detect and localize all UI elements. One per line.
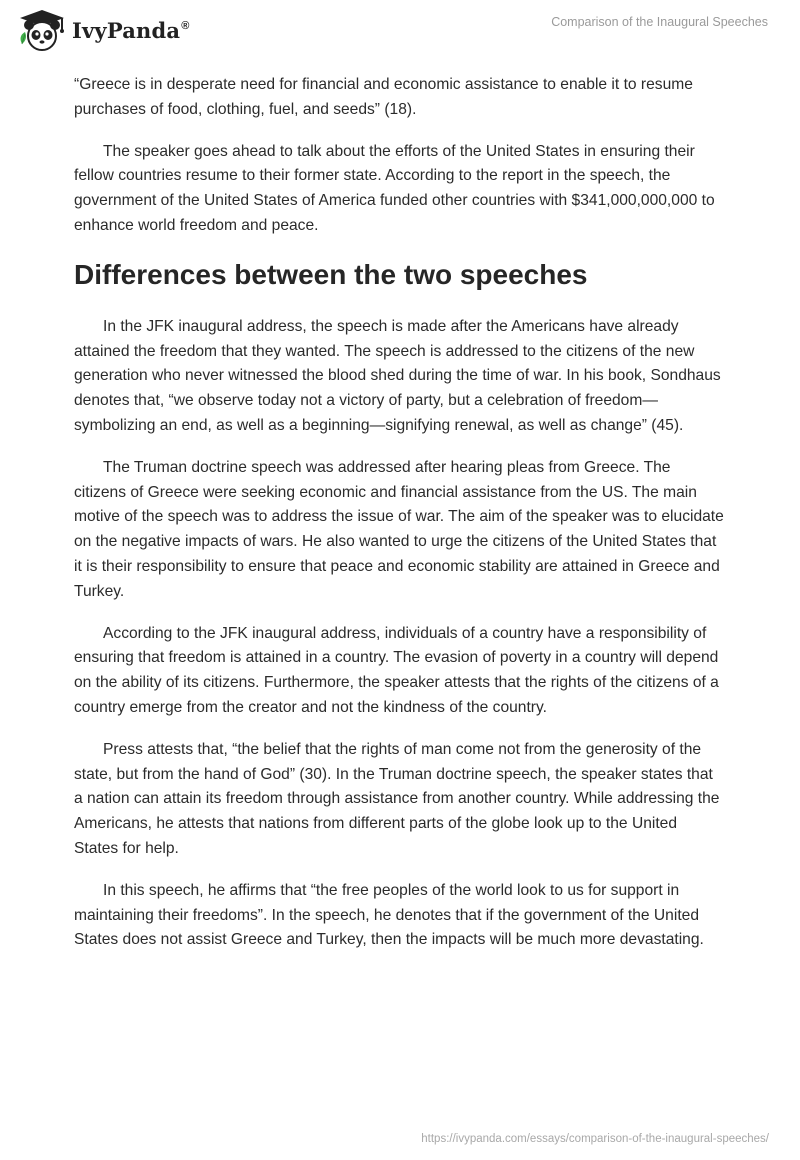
paragraph-truman-doctrine: The Truman doctrine speech was addressed after hearing pleas from Greece. The citizens of Greece were seeking economic and financial assistance from the US. The main motive of the speech was to address the issue of war. The aim of the speaker was to elucidate on the negative impacts of wars. He also wanted to urge the citizens of the United States that it is their responsibility to ensure that peace and economic stability are attained in Greece and Turkey. [74,458,724,600]
paragraph-us-efforts: The speaker goes ahead to talk about the efforts of the United States in ensuring their fellow countries resume to their former state. According to the report in the speech, the government of the United States of America funded other countries with $341,000,000,000 to enhance world freedom and peace. [74,142,715,234]
paragraph-quote-greece: “Greece is in desperate need for financial and economic assistance to enable it to resume purchases of food, clothing, fuel, and seeds” (18). [74,76,693,118]
page-header [0,0,800,60]
brand-text: IvyPanda [72,17,181,43]
ivypanda-logo[interactable] [16,8,190,52]
essay-content [74,73,724,970]
panda-mascot-icon [16,8,68,52]
document-title: Comparison of the Inaugural Speeches [551,15,768,29]
source-url-link[interactable]: https://ivypanda.com/essays/comparison-of-the-inaugural-speeches/ [421,1133,769,1145]
registered-mark: ® [181,19,190,32]
brand-name [72,18,190,43]
paragraph-jfk-address: In the JFK inaugural address, the speech is made after the Americans have already attained the freedom that they wanted. The speech is addressed to the citizens of the new generation who never witnessed the blood shed during the time of war. In his book, Sondhaus denotes that, “we observe today not a victory of party, but a celebration of freedom—symbolizing an end, as well as a beginning—signifying renewal, as well as change” (45). [74,317,721,434]
section-heading: Differences between the two speeches [74,258,588,290]
paragraph-free-peoples: In this speech, he affirms that “the free peoples of the world look to us for support in maintaining their freedoms”. In the speech, he denotes that if the government of the United States does not assist Greece and Turkey, then the impacts will be much more devastating. [74,881,704,949]
paragraph-press-attests: Press attests that, “the belief that the rights of man come not from the generosity of the state, but from the hand of God” (30). In the Truman doctrine speech, the speaker states that a nation can attain its freedom through assistance from another country. While addressing the Americans, he attests that nations from different parts of the globe look up to the United States for help. [74,740,720,857]
paragraph-jfk-responsibility: According to the JFK inaugural address, individuals of a country have a responsibility of ensuring that freedom is attained in a country. The evasion of poverty in a country will depend on the ability of its citizens. Furthermore, the speaker attests that the rights of the citizens of a country emerge from the creator and not the kindness of the country. [74,624,719,716]
